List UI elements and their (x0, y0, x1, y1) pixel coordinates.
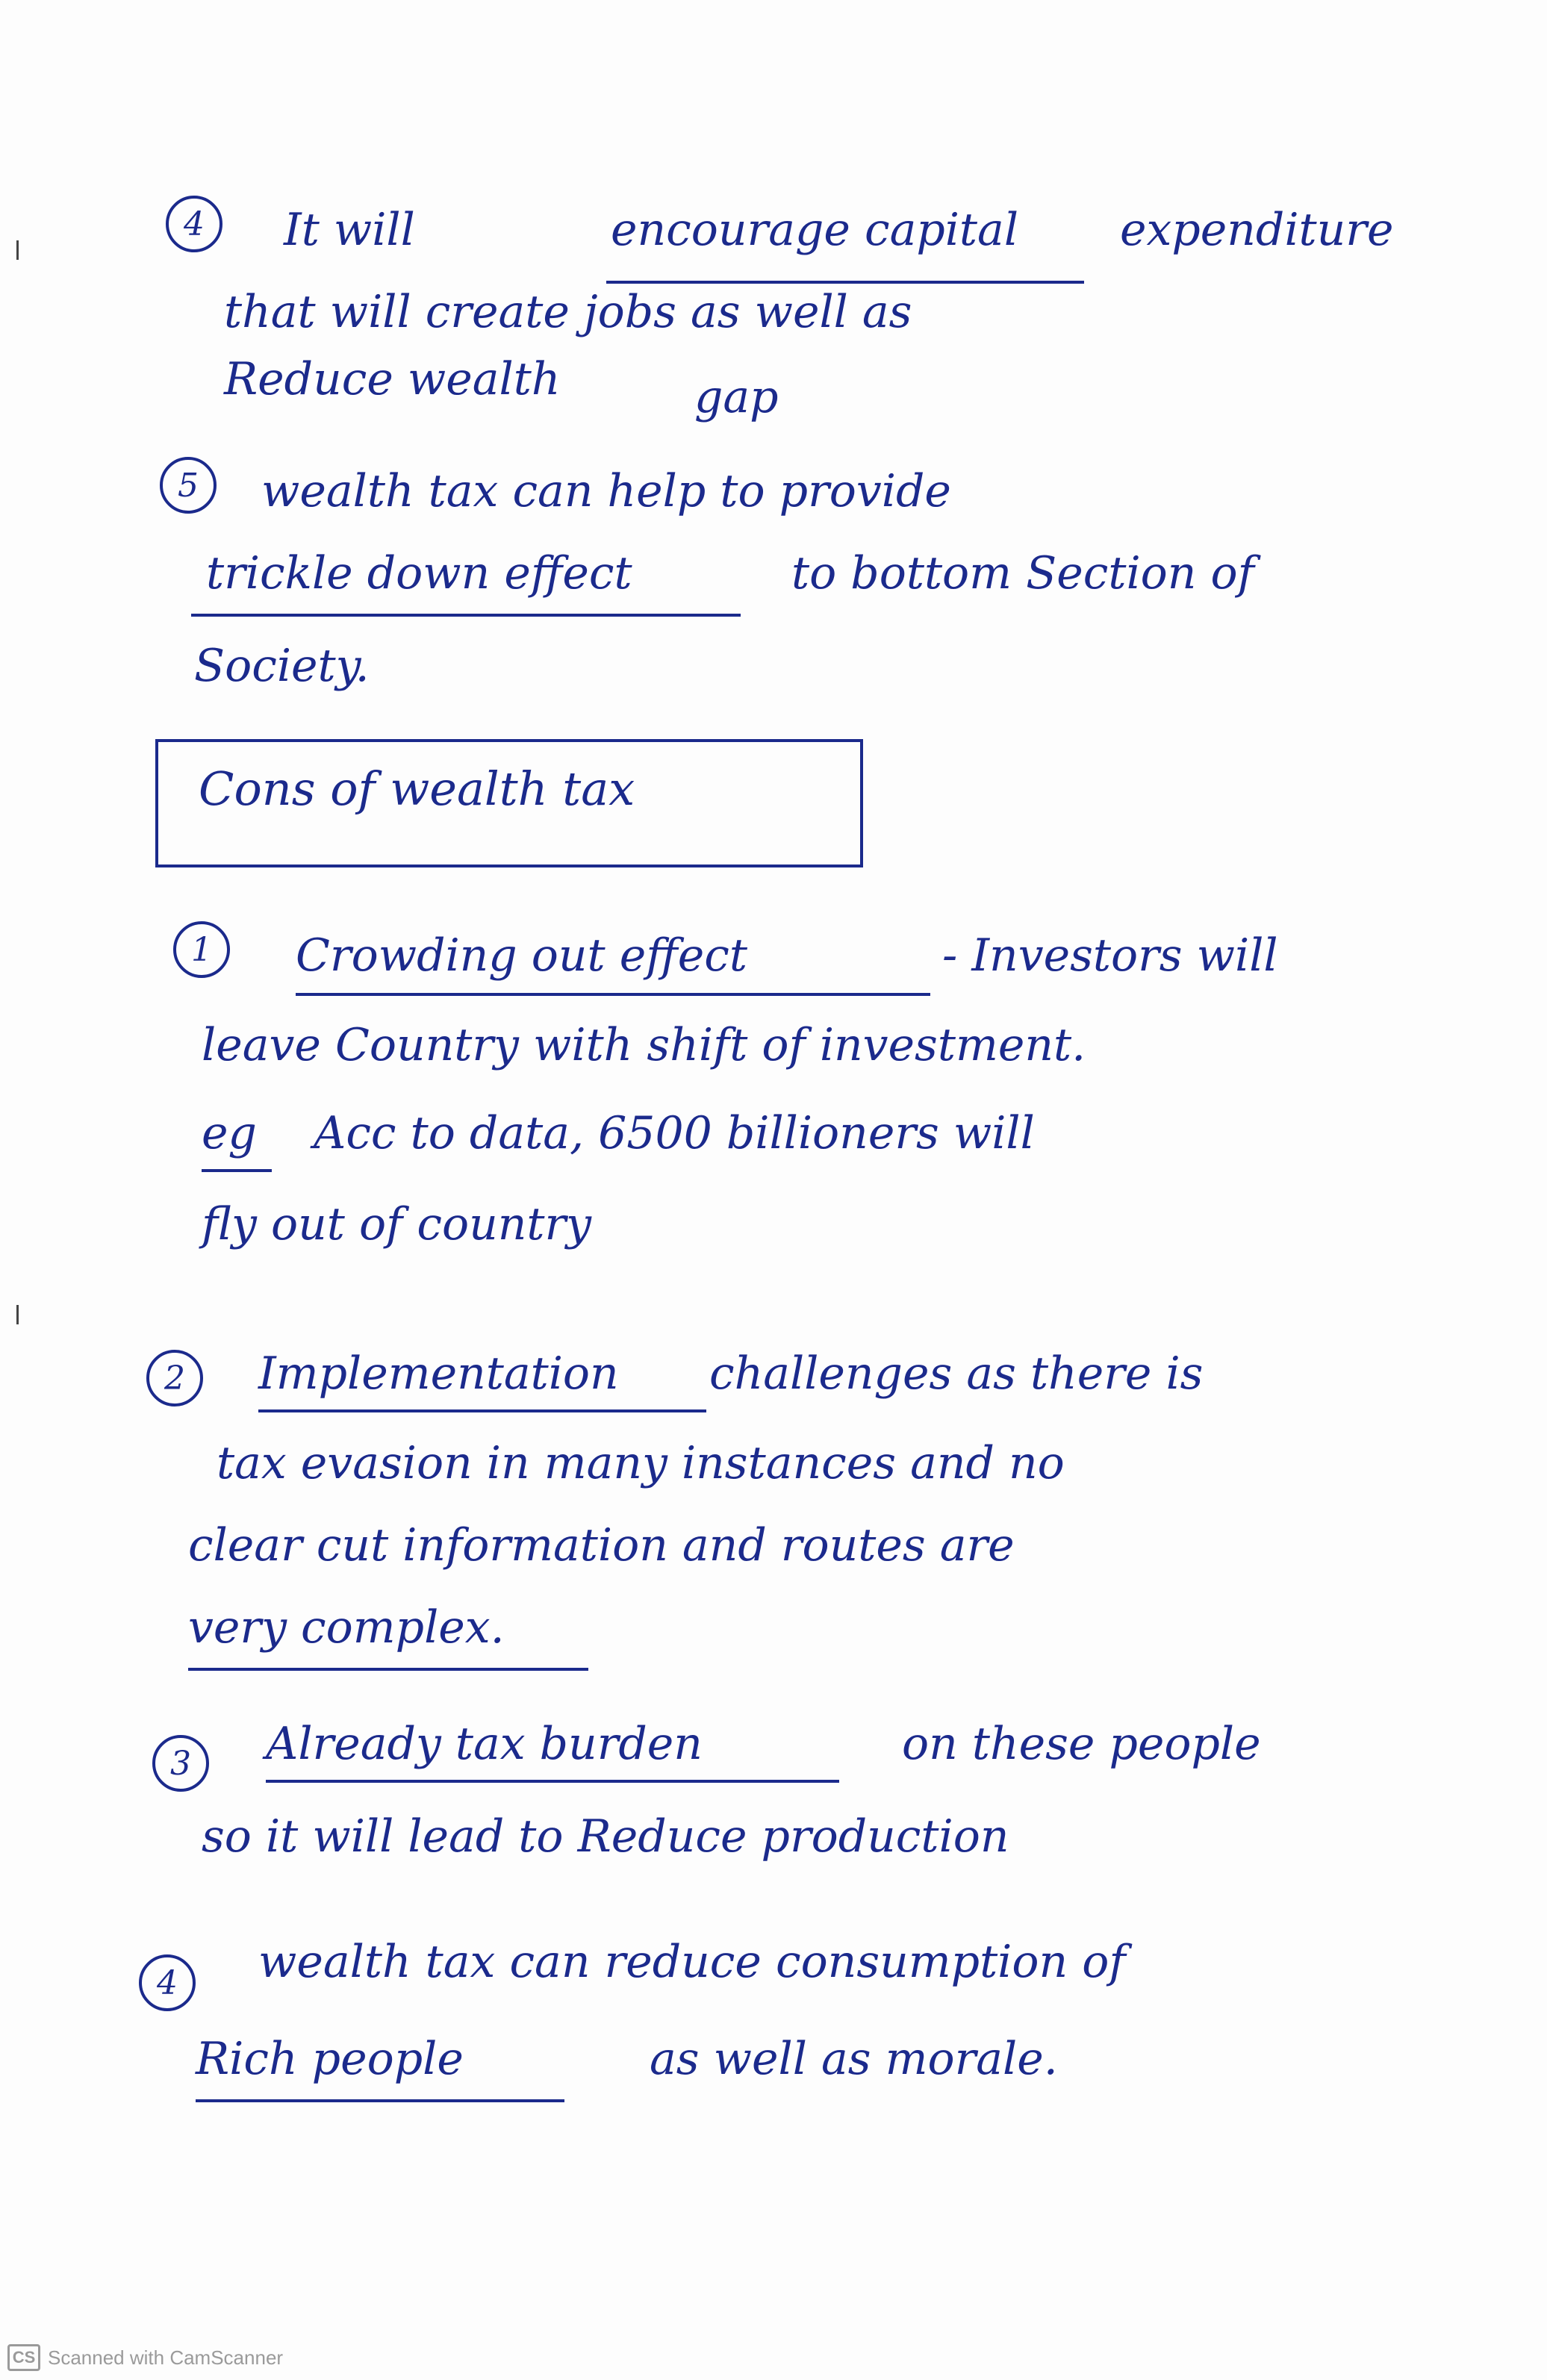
con-3-underline (266, 1780, 839, 1783)
con-4-line-2a: Rich people (196, 2033, 464, 2085)
point-5-number: 5 (160, 457, 217, 514)
point-5-line-3: Society. (194, 640, 370, 692)
point-5-underline (191, 614, 741, 617)
con-2-line-1a: Implementation (258, 1348, 619, 1400)
con-4-line-1: wealth tax can reduce consumption of (258, 1936, 1126, 1988)
point-5-line-2a: trickle down effect (206, 547, 632, 599)
con-2-line-1b: challenges as there is (709, 1348, 1204, 1400)
con-2-line-3: clear cut information and routes are (188, 1519, 1015, 1571)
point-4-line-1a: It will (284, 204, 415, 256)
con-1-line-1b: - Investors will (942, 929, 1278, 982)
eg-underline (202, 1169, 272, 1172)
con-4-line-2b: as well as morale. (650, 2033, 1058, 2085)
con-3-line-1b: on these people (902, 1718, 1261, 1770)
con-4-underline (196, 2099, 564, 2102)
con-3-number: 3 (152, 1735, 209, 1792)
point-4-line-3b: gap (694, 371, 779, 423)
con-1-line-3b: Acc to data, 6500 billioners will (314, 1107, 1035, 1159)
con-1-number: 1 (173, 921, 230, 978)
point-5-line-2b: to bottom Section of (791, 547, 1254, 599)
point-4-line-1c: expenditure (1120, 204, 1394, 256)
camscanner-watermark (7, 2344, 283, 2371)
con-2-line-2: tax evasion in many instances and no (217, 1437, 1065, 1489)
con-1-line-1a: Crowding out effect (296, 929, 747, 982)
margin-mark (16, 240, 19, 260)
camscanner-text: Scanned with CamScanner (48, 2346, 284, 2369)
point-4-line-2: that will create jobs as well as (224, 286, 912, 338)
con-1-line-4: fly out of country (202, 1198, 592, 1250)
point-4-underline (606, 281, 1084, 284)
con-2-underline (258, 1409, 706, 1412)
con-1-line-2: leave Country with shift of investment. (202, 1019, 1086, 1071)
con-1-line-3a: eg (202, 1107, 257, 1159)
point-4-number: 4 (166, 196, 222, 252)
con-3-line-1a: Already tax burden (266, 1718, 703, 1770)
point-5-line-1: wealth tax can help to provide (261, 465, 951, 517)
point-4-line-3a: Reduce wealth (224, 353, 561, 405)
con-3-line-2: so it will lead to Reduce production (202, 1810, 1009, 1863)
point-4-line-1b: encourage capital (611, 204, 1019, 256)
con-1-underline (296, 993, 930, 996)
con-2-line-4: very complex. (188, 1601, 505, 1654)
camscanner-logo: CS (7, 2344, 40, 2371)
con-4-number: 4 (139, 1954, 196, 2011)
con-2-underline-2 (188, 1668, 588, 1671)
con-2-number: 2 (146, 1350, 203, 1406)
margin-mark (16, 1305, 19, 1324)
cons-heading: Cons of wealth tax (199, 761, 635, 816)
